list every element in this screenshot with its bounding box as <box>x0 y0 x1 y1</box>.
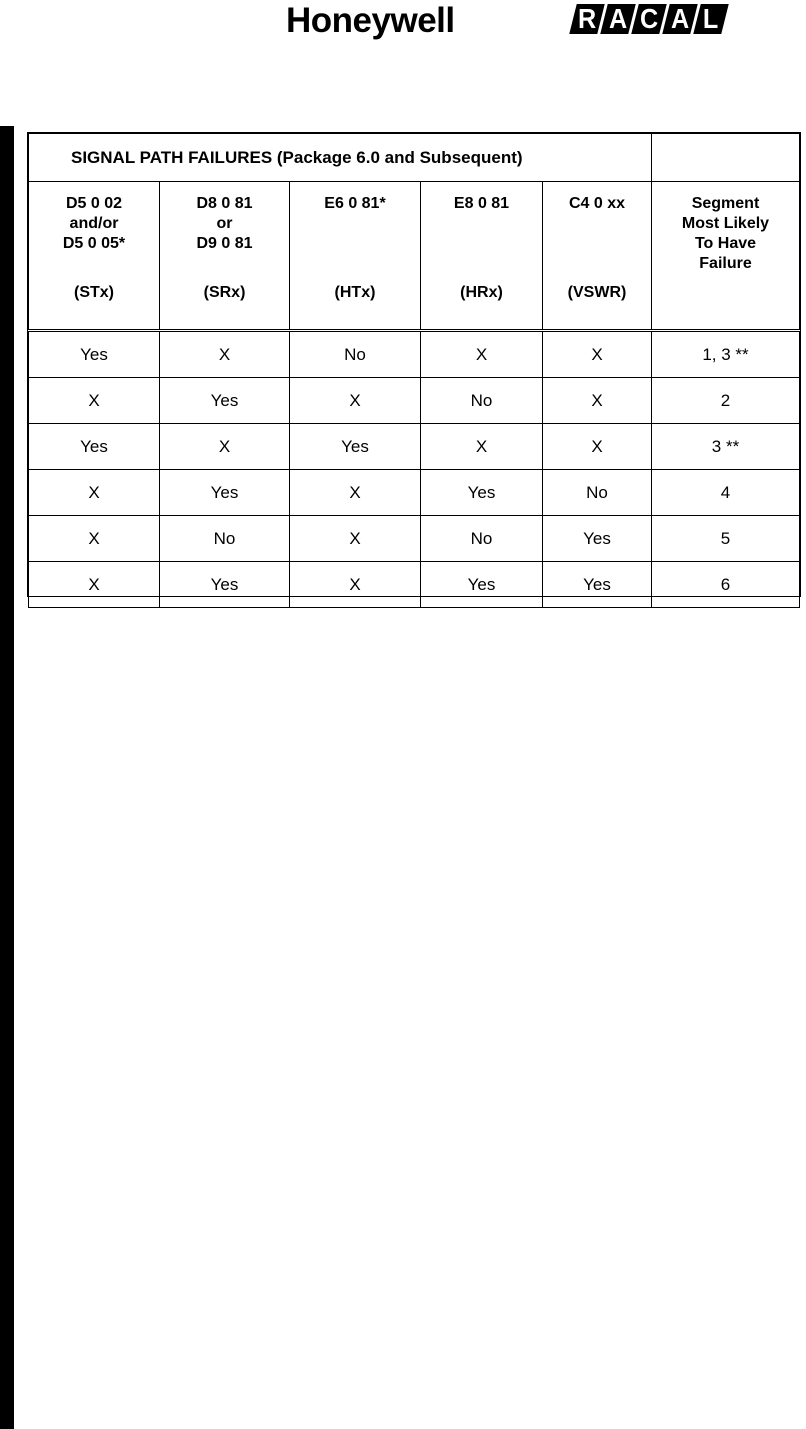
table-cell: 6 <box>652 562 800 608</box>
table-row <box>29 378 800 424</box>
table-title: SIGNAL PATH FAILURES (Package 6.0 and Subsequent) <box>29 134 652 182</box>
table-cell: X <box>543 331 652 378</box>
table-cell: Yes <box>543 562 652 608</box>
table-cell: Yes <box>29 424 160 470</box>
column-header-srx: D8 0 81 or D9 0 81 (SRx) <box>160 182 290 331</box>
table-cell: X <box>543 378 652 424</box>
racal-logo-letter: A <box>600 4 635 34</box>
table-row <box>29 470 800 516</box>
change-bar <box>0 126 14 1429</box>
table-title-blank-cell <box>652 134 800 182</box>
table-cell: 3 ** <box>652 424 800 470</box>
table-cell: Yes <box>543 516 652 562</box>
column-header-htx: E6 0 81* (HTx) <box>290 182 421 331</box>
racal-logo-letter: C <box>631 4 666 34</box>
table-cell: X <box>29 562 160 608</box>
table-cell: Yes <box>421 470 543 516</box>
table-row <box>29 331 800 378</box>
column-header-vswr: C4 0 xx (VSWR) <box>543 182 652 331</box>
table-cell: X <box>290 562 421 608</box>
table-cell: No <box>543 470 652 516</box>
table-cell: 4 <box>652 470 800 516</box>
table-cell: 5 <box>652 516 800 562</box>
table-cell: X <box>29 378 160 424</box>
table-cell: No <box>160 516 290 562</box>
table-cell: No <box>421 516 543 562</box>
table-cell: Yes <box>160 378 290 424</box>
table-cell: Yes <box>160 562 290 608</box>
racal-logo-letter: L <box>693 4 728 34</box>
table-cell: X <box>290 378 421 424</box>
table-row <box>29 516 800 562</box>
racal-logo-letter: R <box>569 4 604 34</box>
table-cell: No <box>290 331 421 378</box>
table-cell: No <box>421 378 543 424</box>
table-cell: X <box>421 424 543 470</box>
table-cell: 2 <box>652 378 800 424</box>
table-cell: X <box>290 516 421 562</box>
table-cell: X <box>29 516 160 562</box>
table-cell: X <box>160 424 290 470</box>
table-row <box>29 424 800 470</box>
table-cell: X <box>290 470 421 516</box>
table-cell: X <box>29 470 160 516</box>
column-header-segment: Segment Most Likely To Have Failure <box>652 182 800 331</box>
table-cell: X <box>543 424 652 470</box>
table-cell: Yes <box>160 470 290 516</box>
table-row <box>29 562 800 608</box>
column-header-stx: D5 0 02 and/or D5 0 05* (STx) <box>29 182 160 331</box>
signal-path-failures-table <box>27 132 801 597</box>
honeywell-logo: Honeywell <box>286 1 455 40</box>
racal-logo <box>573 4 728 34</box>
column-header-hrx: E8 0 81 (HRx) <box>421 182 543 331</box>
table-cell: Yes <box>29 331 160 378</box>
table-cell: X <box>160 331 290 378</box>
table-cell: Yes <box>290 424 421 470</box>
table-cell: X <box>421 331 543 378</box>
racal-logo-letter: A <box>662 4 697 34</box>
table-cell: 1, 3 ** <box>652 331 800 378</box>
table-cell: Yes <box>421 562 543 608</box>
